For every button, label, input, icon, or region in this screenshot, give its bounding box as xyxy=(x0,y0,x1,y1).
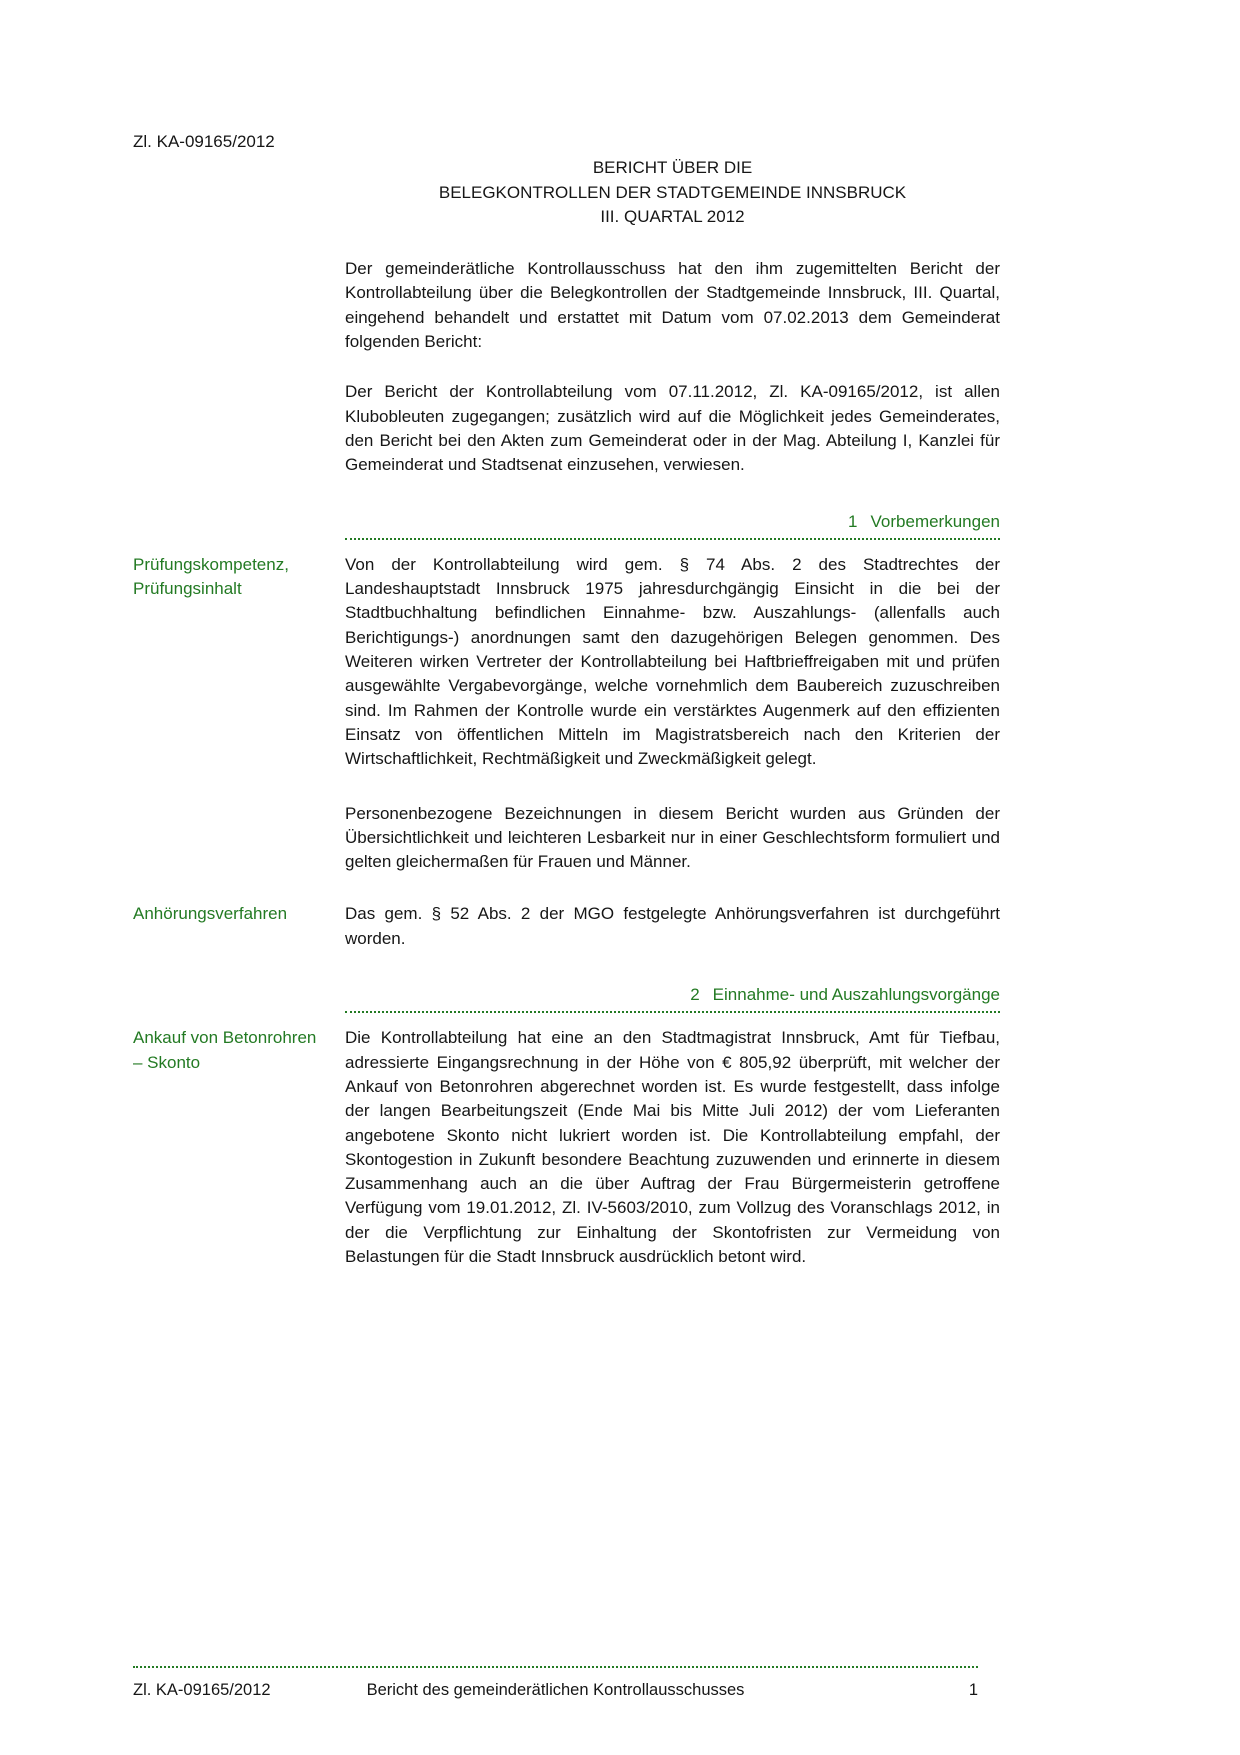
paragraph-intro-1: Der gemeinderätliche Kontrollausschuss hat den ihm zugemittelten Bericht der Kontrollabteilung über die Belegkontrollen der Stadtgemeinde Innsbruck, III. Quartal, eingehend behandelt und erstattet mit Datum vom 07.02.2013 dem Gemeinderat folgenden Bericht: xyxy=(345,259,1000,352)
paragraph-section1-1: Von der Kontrollabteilung wird gem. § 74 Abs. 2 des Stadtrechtes der Landeshauptstadt Innsbruck 1975 jahresdurchgängig Einsicht in die bei der Stadtbuchhaltung befindlichen Einnahme- bzw. Auszahlungs- (allenfalls auch Berichtigungs-) anordnungen samt den dazugehörigen Belegen genommen. Des Weiteren wirken Vertreter der Kontrollabteilung bei Haftbrieffreigaben mit und prüfen ausgewählte Vergabevorgänge, welche vornehmlich dem Baubereich zuzuschreiben sind. Im Rahmen der Kontrolle wurde ein verstärktes Augenmerk auf den effizienten Einsatz von öffentlichen Mitteln im Magistratsbereich nach den Kriterien der Wirtschaftlichkeit, Rechtmäßigkeit und Zweckmäßigkeit gelegt. xyxy=(345,554,1000,769)
section-1-block-2 xyxy=(133,902,1000,951)
section-2-block-1 xyxy=(133,1026,1000,1269)
sidebar-label-anhoerungsverfahren: Anhörungsverfahren xyxy=(133,904,288,924)
paragraph-section1-2: Personenbezogene Bezeichnungen in diesem Bericht wurden aus Gründen der Übersichtlichkeit und leichteren Lesbarkeit nur in einer Geschlechtsform formuliert und gelten gleichermaßen für Frauen und Männer. xyxy=(345,803,1000,872)
intro-body xyxy=(345,257,1000,477)
paragraph-section1-3: Das gem. § 52 Abs. 2 der MGO festgelegte Anhörungsverfahren ist durchgeführt worden. xyxy=(345,904,1000,948)
paragraph-intro-2: Der Bericht der Kontrollabteilung vom 07.11.2012, Zl. KA-09165/2012, ist allen Klubobleuten zugegangen; zusätzlich wird auf die Möglichkeit jedes Gemeinderates, den Bericht bei den Akten zum Gemeinderat oder in der Mag. Abteilung I, Kanzlei für Gemeinderat und Stadtsenat einzusehen, verwiesen. xyxy=(345,382,1000,475)
section-2-number: 2 xyxy=(690,985,700,1005)
section-1-number: 1 xyxy=(848,511,858,531)
page-footer xyxy=(133,1666,1000,1703)
section-1-heading xyxy=(345,510,1000,540)
section-2-heading xyxy=(345,983,1000,1013)
footer-document-title: Bericht des gemeinderätlichen Kontrollausschusses xyxy=(366,1681,745,1700)
footer-dotted-separator xyxy=(133,1666,978,1668)
title-line-1: BERICHT ÜBER DIE xyxy=(592,158,753,178)
sidebar-label-ankauf-betonrohren: Ankauf von Betonrohren – Skonto xyxy=(133,1028,317,1072)
sidebar-label-pruefungskompetenz: Prüfungskompetenz, Prüfungsinhalt xyxy=(133,554,289,599)
section-2-title: Einnahme- und Auszahlungsvorgänge xyxy=(712,985,1000,1005)
section-1-heading-row xyxy=(133,510,1000,540)
section-1-title: Vorbemerkungen xyxy=(870,511,1000,531)
title-line-2: BELEGKONTROLLEN DER STADTGEMEINDE INNSBRUCK xyxy=(438,182,907,202)
section-1-block-1 xyxy=(133,553,1000,875)
footer-ref-number: Zl. KA-09165/2012 xyxy=(133,1681,271,1700)
document-title xyxy=(345,156,1000,229)
title-line-3: III. QUARTAL 2012 xyxy=(600,206,745,226)
footer-page-number: 1 xyxy=(968,1681,978,1700)
section-2-heading-row xyxy=(133,983,1000,1013)
document-ref-number: Zl. KA-09165/2012 xyxy=(133,132,275,151)
paragraph-section2-1: Die Kontrollabteilung hat eine an den Stadtmagistrat Innsbruck, Amt für Tiefbau, adressierte Eingangsrechnung in der Höhe von € 805,92 überprüft, mit welcher der Ankauf von Betonrohren abgerechnet worden ist. Es wurde festgestellt, dass infolge der langen Bearbeitungszeit (Ende Mai bis Mitte Juli 2012) der vom Lieferanten angebotene Skonto nicht lukriert worden ist. Die Kontrollabteilung empfahl, der Skontogestion in Zukunft besondere Beachtung zuzuwenden und erinnerte in diesem Zusammenhang auch an die über Auftrag der Frau Bürgermeisterin getroffene Verfügung vom 19.01.2012, Zl. IV-5603/2010, zum Vollzug des Voranschlags 2012, in der die Verpflichtung zur Einhaltung der Skontofristen zur Vermeidung von Belastungen für die Stadt Innsbruck ausdrücklich betont wird. xyxy=(345,1028,1000,1266)
intro-block xyxy=(133,257,1000,477)
